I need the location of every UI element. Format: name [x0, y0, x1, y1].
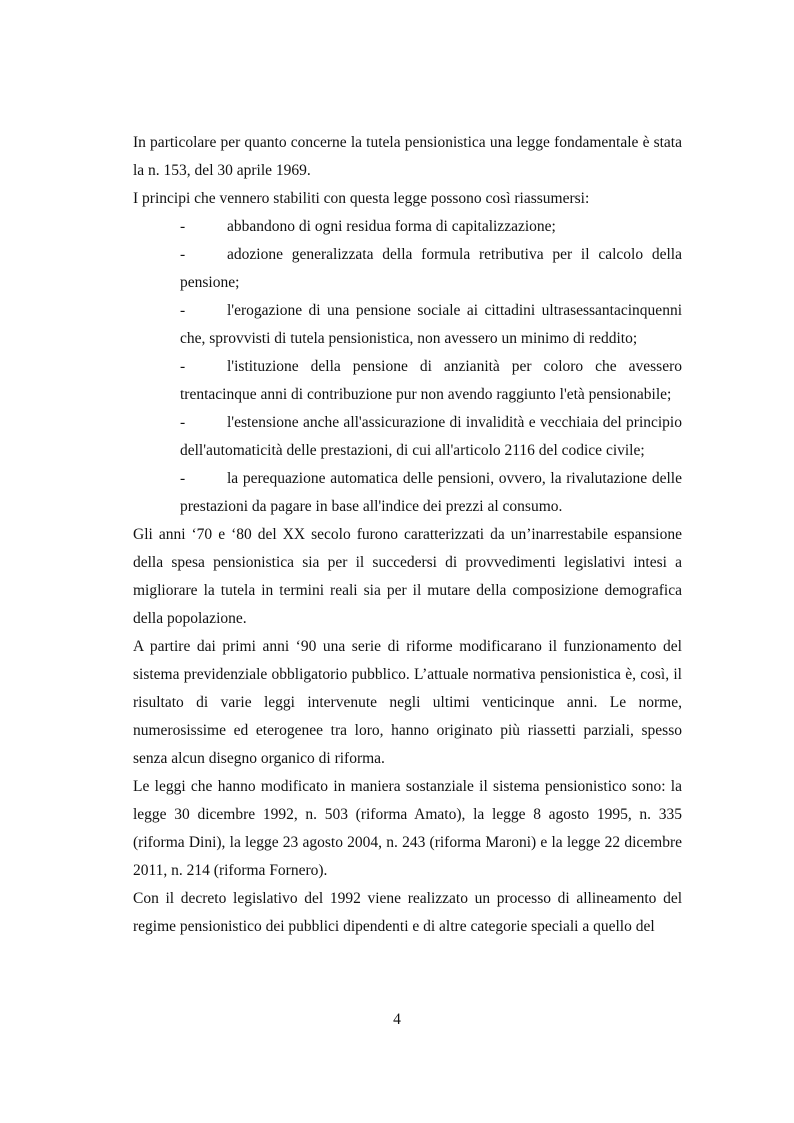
- page-number: 4: [393, 1011, 401, 1028]
- list-item-text: l'estensione anche all'assicurazione di invalidità e vecchiaia del principio dell'automaticità delle prestazioni, di cui all'articolo 2116 del codice civile;: [180, 414, 682, 459]
- bullet-dash: -: [180, 470, 186, 487]
- paragraph: In particolare per quanto concerne la tutela pensionistica una legge fondamentale è stata la n. 153, del 30 aprile 1969.: [133, 134, 682, 179]
- body-text: [133, 129, 682, 941]
- list-item-text: l'erogazione di una pensione sociale ai cittadini ultrasessantacinquenni che, sprovvisti di tutela pensionistica, non avessero un minimo di reddito;: [180, 302, 682, 347]
- list-item: [180, 213, 682, 241]
- list-item: [180, 465, 682, 521]
- list-item: [180, 409, 682, 465]
- list-item-text: l'istituzione della pensione di anzianità per coloro che avessero trentacinque anni di contribuzione pur non avendo raggiunto l'età pensionabile;: [180, 358, 682, 403]
- list-item: [180, 241, 682, 297]
- paragraph: A partire dai primi anni ‘90 una serie di riforme modificarano il funzionamento del sistema previdenziale obbligatorio pubblico. L’attuale normativa pensionistica è, così, il risultato di varie leggi intervenute negli ultimi venticinque anni. Le norme, numerosissime ed eterogenee tra loro, hanno originato più riassetti parziali, spesso senza alcun disegno organico di riforma.: [133, 638, 682, 767]
- paragraph: I principi che vennero stabiliti con questa legge possono così riassumersi:: [133, 190, 590, 207]
- bullet-dash: -: [180, 414, 186, 431]
- list-item-text: la perequazione automatica delle pensioni, ovvero, la rivalutazione delle prestazioni da pagare in base all'indice dei prezzi al consumo.: [180, 470, 682, 515]
- bullet-dash: -: [180, 358, 186, 375]
- bullet-dash: -: [180, 218, 186, 235]
- bullet-dash: -: [180, 302, 186, 319]
- bullet-dash: -: [180, 246, 186, 263]
- paragraph: Le leggi che hanno modificato in maniera sostanziale il sistema pensionistico sono: la legge 30 dicembre 1992, n. 503 (riforma Amato), la legge 8 agosto 1995, n. 335 (riforma Dini), la legge 23 agosto 2004, n. 243 (riforma Maroni) e la legge 22 dicembre 2011, n. 214 (riforma Fornero).: [133, 778, 682, 879]
- paragraph: Con il decreto legislativo del 1992 viene realizzato un processo di allineamento del regime pensionistico dei pubblici dipendenti e di altre categorie speciali a quello del: [133, 890, 682, 935]
- list-item-text: adozione generalizzata della formula retributiva per il calcolo della pensione;: [180, 246, 682, 291]
- list-item: [180, 353, 682, 409]
- paragraph: Gli anni ‘70 e ‘80 del XX secolo furono caratterizzati da un’inarrestabile espansione della spesa pensionistica sia per il succedersi di provvedimenti legislativi intesi a migliorare la tutela in termini reali sia per il mutare della composizione demografica della popolazione.: [133, 526, 682, 627]
- list-item: [180, 297, 682, 353]
- list-item-text: abbandono di ogni residua forma di capitalizzazione;: [227, 218, 556, 235]
